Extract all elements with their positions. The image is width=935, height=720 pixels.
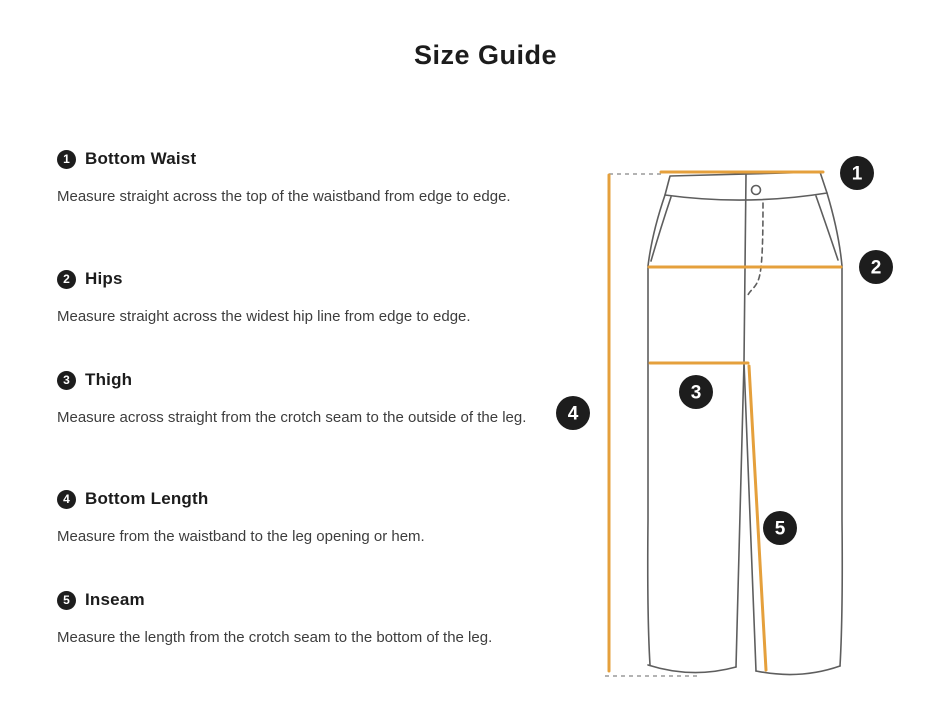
- guide-item-heading: [57, 489, 529, 509]
- guide-item-label: Hips: [85, 269, 123, 288]
- page-title: Size Guide: [413, 40, 558, 70]
- inseam-measure-line: [749, 366, 766, 670]
- right-outer-seam: [827, 193, 842, 666]
- right-hem: [756, 666, 840, 675]
- guide-item-hips: [57, 269, 529, 326]
- left-hem: [648, 665, 736, 673]
- guide-item-label: Thigh: [85, 370, 133, 389]
- number-badge: 4: [57, 490, 76, 509]
- guide-item-inseam: [57, 590, 529, 647]
- marker-number: 2: [870, 257, 882, 279]
- guide-item-label: Bottom Length: [85, 489, 209, 508]
- guide-item-heading: [57, 269, 529, 289]
- guide-item-heading: [57, 590, 529, 610]
- number-badge: 1: [57, 150, 76, 169]
- measurement-lines: [609, 172, 841, 671]
- left-inner-seam: [736, 362, 744, 667]
- guide-item-heading: [57, 370, 529, 390]
- marker-number: 1: [851, 163, 863, 185]
- marker-hips: [859, 250, 893, 284]
- fly-stitch: [748, 203, 763, 295]
- marker-number: 3: [690, 382, 702, 404]
- guide-item-description: Measure the length from the crotch seam to the bottom of the leg.: [57, 629, 493, 646]
- guide-item-thigh: [57, 370, 529, 427]
- number-badge: 5: [57, 591, 76, 610]
- marker-thigh: [679, 375, 713, 409]
- guide-item-heading: [57, 149, 529, 169]
- guide-item-label: Inseam: [85, 590, 145, 609]
- number-badge: 3: [57, 371, 76, 390]
- guide-item-description: Measure straight across the top of the waistband from edge to edge.: [57, 188, 511, 205]
- guide-item-bottom-length: [57, 489, 529, 546]
- guide-item-description: Measure straight across the widest hip line from edge to edge.: [57, 308, 471, 325]
- marker-number: 4: [567, 403, 579, 425]
- guide-item-description: Measure across straight from the crotch seam to the outside of the leg.: [57, 409, 527, 426]
- marker-bottom-waist: [840, 156, 874, 190]
- marker-bottom-length: [556, 396, 590, 430]
- guide-item-label: Bottom Waist: [85, 149, 197, 168]
- right-pocket-seam: [816, 196, 838, 260]
- number-badge: 2: [57, 270, 76, 289]
- guide-item-bottom-waist: [57, 149, 529, 206]
- marker-inseam: [763, 511, 797, 545]
- marker-number: 5: [774, 518, 786, 540]
- guide-item-description: Measure from the waistband to the leg opening or hem.: [57, 528, 425, 545]
- pants-drawing: [648, 172, 843, 675]
